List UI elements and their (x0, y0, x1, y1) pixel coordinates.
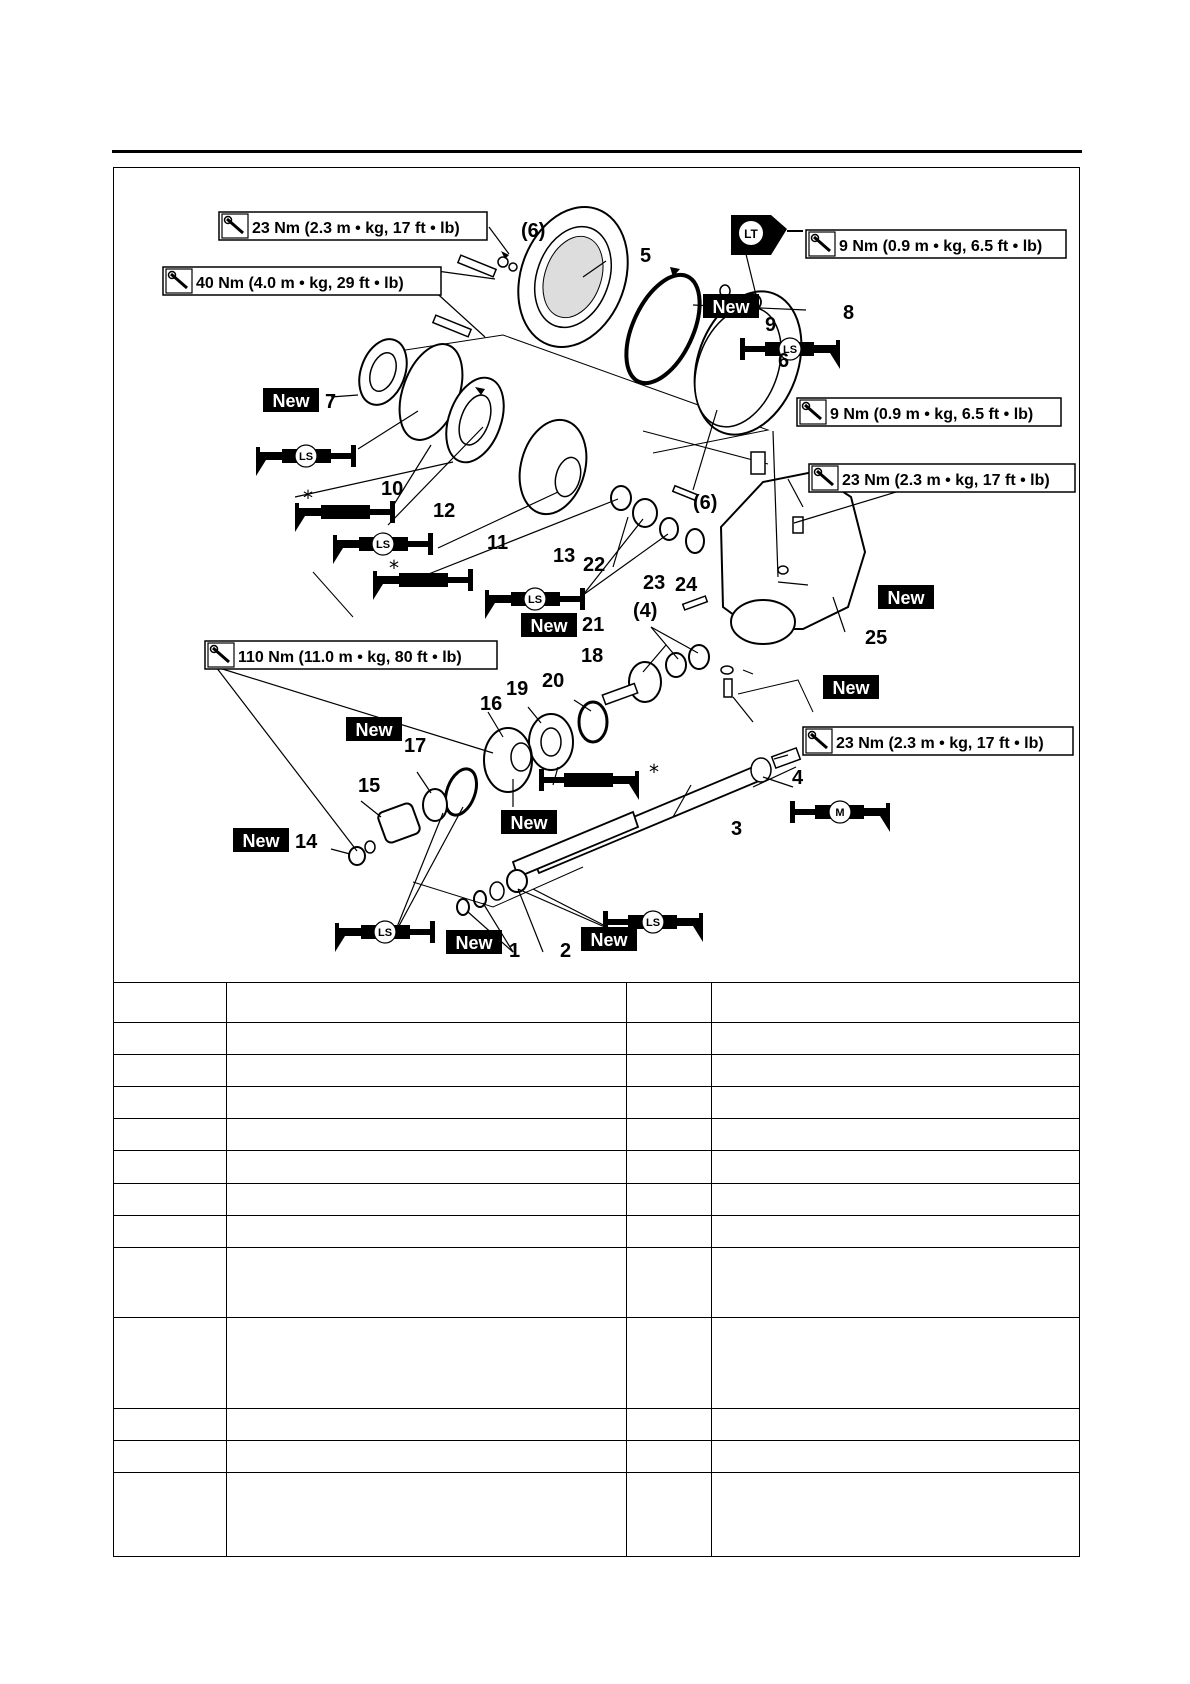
part-number: 10 (381, 478, 404, 500)
torque-value: 9 Nm (0.9 m • kg, 6.5 ft • lb) (830, 406, 1034, 423)
table-row (114, 1022, 1080, 1054)
table-row (114, 1183, 1080, 1215)
part-number: 25 (865, 627, 888, 649)
svg-text:New: New (832, 678, 870, 698)
table-row (114, 1087, 1080, 1119)
header-rule (112, 150, 1082, 153)
torque-value: 40 Nm (4.0 m • kg, 29 ft • lb) (196, 275, 404, 292)
coupling-15 (377, 802, 422, 844)
part-number: 11 (487, 532, 509, 554)
table-row (114, 1215, 1080, 1247)
svg-text:LS: LS (527, 594, 543, 606)
new-badge (581, 927, 637, 951)
torque-callout-5 (809, 464, 1075, 492)
svg-text:New: New (455, 933, 493, 953)
part-number: 3 (731, 818, 743, 840)
new-badge (501, 810, 557, 834)
new-badge (703, 294, 759, 318)
part-quantity: (4) (633, 600, 658, 622)
torque-callout-1 (219, 212, 487, 240)
table-row (114, 1473, 1080, 1557)
svg-text:New: New (355, 720, 393, 740)
new-badge (823, 675, 879, 699)
part-number: 4 (792, 767, 804, 789)
svg-text:New: New (242, 831, 280, 851)
part-number: 12 (433, 500, 456, 522)
svg-text:LS: LS (377, 927, 393, 939)
new-badge (346, 717, 402, 741)
part-number: 8 (843, 302, 855, 324)
part-number: 18 (581, 645, 604, 667)
ring-gear-11 (510, 412, 597, 521)
part-number: 24 (675, 574, 698, 596)
svg-text:LS: LS (782, 344, 798, 356)
washer-nut-14 (349, 841, 375, 865)
svg-text:LS: LS (645, 917, 661, 929)
table-row (114, 1247, 1080, 1317)
torque-callout-2 (163, 267, 441, 295)
svg-text:LT: LT (744, 227, 758, 241)
torque-value: 110 Nm (11.0 m • kg, 80 ft • lb) (238, 649, 462, 666)
oil-seal-7 (351, 333, 416, 412)
table-row (114, 1119, 1080, 1151)
ls-grease-icon (335, 921, 435, 952)
pinion-gear-18 (602, 662, 661, 705)
part-number: 15 (358, 775, 381, 797)
part-number: 21 (582, 614, 605, 636)
exploded-view-diagram (113, 167, 1080, 982)
bearing-retainer-16 (484, 728, 532, 792)
torque-value: 23 Nm (2.3 m • kg, 17 ft • lb) (252, 220, 460, 237)
part-number: 14 (295, 831, 318, 853)
svg-text:LS: LS (375, 539, 391, 551)
torque-value: 23 Nm (2.3 m • kg, 17 ft • lb) (842, 472, 1050, 489)
new-badge (446, 930, 502, 954)
table-row (114, 1151, 1080, 1183)
svg-text:*: * (389, 556, 399, 580)
bearing-19 (529, 714, 573, 770)
bearing-22 (633, 499, 657, 527)
part-number: 22 (583, 554, 606, 576)
svg-text:New: New (712, 297, 750, 317)
torque-value: 9 Nm (0.9 m • kg, 6.5 ft • lb) (839, 238, 1043, 255)
svg-text:New: New (272, 391, 310, 411)
svg-text:*: * (303, 486, 313, 510)
torque-callout-6 (205, 641, 497, 669)
svg-text:New: New (510, 813, 548, 833)
table-row (114, 1317, 1080, 1408)
svg-text:New: New (530, 616, 568, 636)
lt-locking-agent-icon (731, 215, 803, 255)
part-number: 19 (506, 678, 529, 700)
part-quantity: (6) (693, 492, 718, 514)
circlips-washers-1-2 (457, 870, 527, 915)
svg-text:LS: LS (298, 451, 314, 463)
new-badge (878, 585, 934, 609)
new-badge (263, 388, 319, 412)
svg-text:*: * (649, 760, 659, 784)
grease-icon-star (373, 569, 473, 600)
table-row (114, 1440, 1080, 1472)
svg-text:M: M (835, 807, 845, 819)
bearing-12 (436, 370, 515, 470)
part-number: 20 (542, 670, 565, 692)
part-number: 13 (553, 545, 576, 567)
new-badge (521, 613, 577, 637)
torque-callout-3 (806, 230, 1066, 258)
torque-callout-4 (797, 398, 1061, 426)
table-row (114, 983, 1080, 1023)
part-number: 17 (404, 735, 427, 757)
torque-value: 23 Nm (2.3 m • kg, 17 ft • lb) (836, 735, 1044, 752)
part-number: 6 (778, 350, 790, 372)
svg-text:New: New (590, 930, 628, 950)
torque-callout-7 (803, 727, 1073, 755)
oil-seal-17 (423, 789, 447, 821)
part-number: 7 (325, 391, 337, 413)
new-badge (233, 828, 289, 852)
part-number: 1 (509, 940, 521, 962)
svg-text:New: New (887, 588, 925, 608)
shim-20 (579, 702, 607, 742)
bearings-21 (666, 645, 709, 677)
part-number: 23 (643, 572, 666, 594)
thrust-washer-13 (611, 486, 631, 510)
ls-grease-icon (256, 445, 356, 476)
part-number: 5 (640, 245, 652, 267)
table-row (114, 1054, 1080, 1086)
part-number: 16 (480, 693, 503, 715)
table-row (114, 1408, 1080, 1440)
part-number: 2 (560, 940, 572, 962)
ls-grease-icon (333, 533, 433, 564)
m-grease-icon (790, 801, 890, 832)
parts-table (113, 982, 1080, 1557)
grease-icon-star (539, 769, 639, 800)
case-cover (500, 192, 647, 363)
part-quantity: (6) (521, 220, 546, 242)
part-number: 9 (765, 314, 777, 336)
